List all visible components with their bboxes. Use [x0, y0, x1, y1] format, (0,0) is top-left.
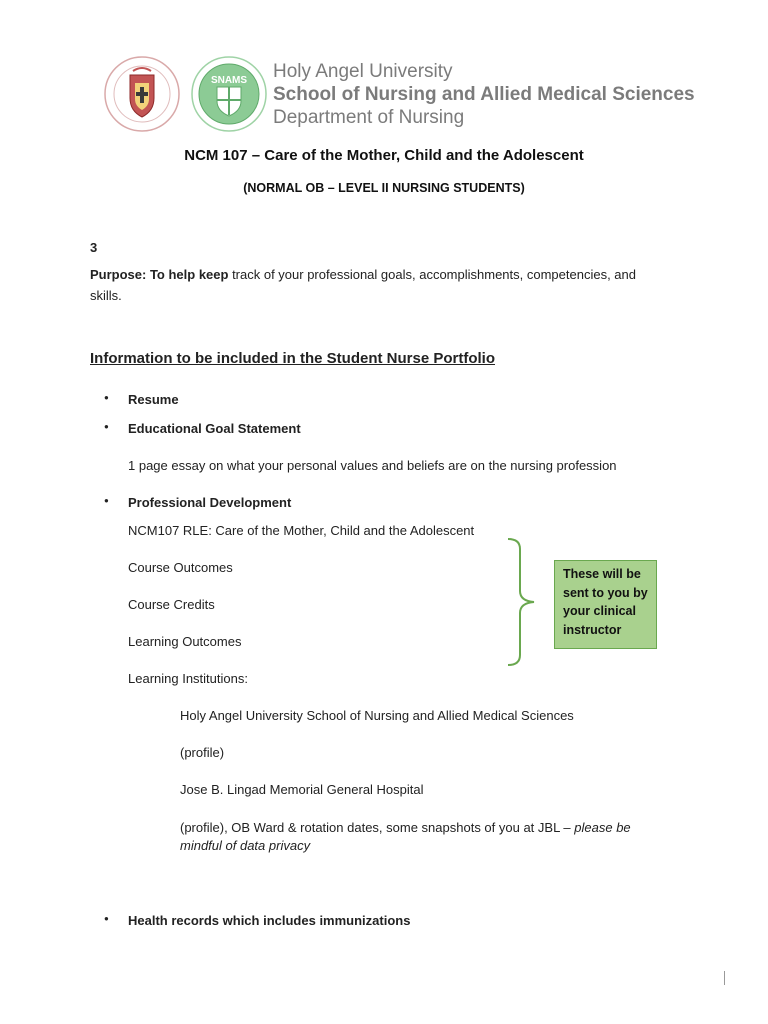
- page-edge-marker: [724, 971, 725, 985]
- institution-hau-profile: (profile): [180, 745, 225, 760]
- goal-description: 1 page essay on what your personal values and beliefs are on the nursing profession: [128, 458, 617, 473]
- document-title: NCM 107 – Care of the Mother, Child and the Adolescent: [184, 147, 584, 164]
- institution-jbl-profile: [180, 819, 631, 837]
- document-subtitle: (NORMAL OB – LEVEL II NURSING STUDENTS): [243, 181, 525, 195]
- course-outcomes: Course Outcomes: [128, 560, 233, 575]
- course-credits: Course Credits: [128, 597, 215, 612]
- header-school-name: School of Nursing and Allied Medical Sciences: [273, 84, 695, 105]
- jbl-profile-italic: please be: [574, 820, 631, 835]
- institution-jbl: Jose B. Lingad Memorial General Hospital: [180, 782, 424, 797]
- list-item-professional-development: Professional Development: [128, 495, 292, 510]
- purpose-rest: track of your professional goals, accomplishments, competencies, and: [228, 267, 636, 282]
- institution-hau: Holy Angel University School of Nursing and Allied Medical Sciences: [180, 708, 574, 723]
- purpose-label: Purpose:: [90, 267, 147, 282]
- list-item-health-records: Health records which includes immunizations: [128, 913, 411, 928]
- header-university-name: Holy Angel University: [273, 61, 453, 82]
- grouping-brace: [506, 537, 536, 667]
- jbl-profile-text: (profile), OB Ward & rotation dates, some snapshots of you at JBL –: [180, 820, 575, 835]
- list-item-educational-goal: Educational Goal Statement: [128, 421, 301, 436]
- snams-seal-logo: [190, 53, 268, 135]
- purpose-paragraph: [90, 266, 636, 284]
- learning-institutions: Learning Institutions:: [128, 671, 248, 686]
- bullet-marker: ●: [104, 496, 109, 505]
- svg-text:SNAMS: SNAMS: [210, 75, 248, 86]
- purpose-bold-part: To help keep: [146, 267, 229, 282]
- university-seal-logo: [103, 53, 181, 135]
- learning-outcomes: Learning Outcomes: [128, 634, 242, 649]
- jbl-profile-italic-line2: mindful of data privacy: [180, 838, 311, 853]
- portfolio-section-heading: Information to be included in the Student Nurse Portfolio: [90, 350, 495, 367]
- rle-course-line: NCM107 RLE: Care of the Mother, Child and the Adolescent: [128, 523, 475, 538]
- header-department-name: Department of Nursing: [273, 107, 465, 128]
- section-number: 3: [90, 240, 98, 255]
- bullet-marker: ●: [104, 393, 109, 402]
- bullet-marker: ●: [104, 914, 109, 923]
- bullet-marker: ●: [104, 422, 109, 431]
- purpose-line2: skills.: [90, 288, 122, 303]
- instructor-callout-box: These will be sent to you by your clinical instructor: [554, 560, 657, 649]
- list-item-resume: Resume: [128, 392, 179, 407]
